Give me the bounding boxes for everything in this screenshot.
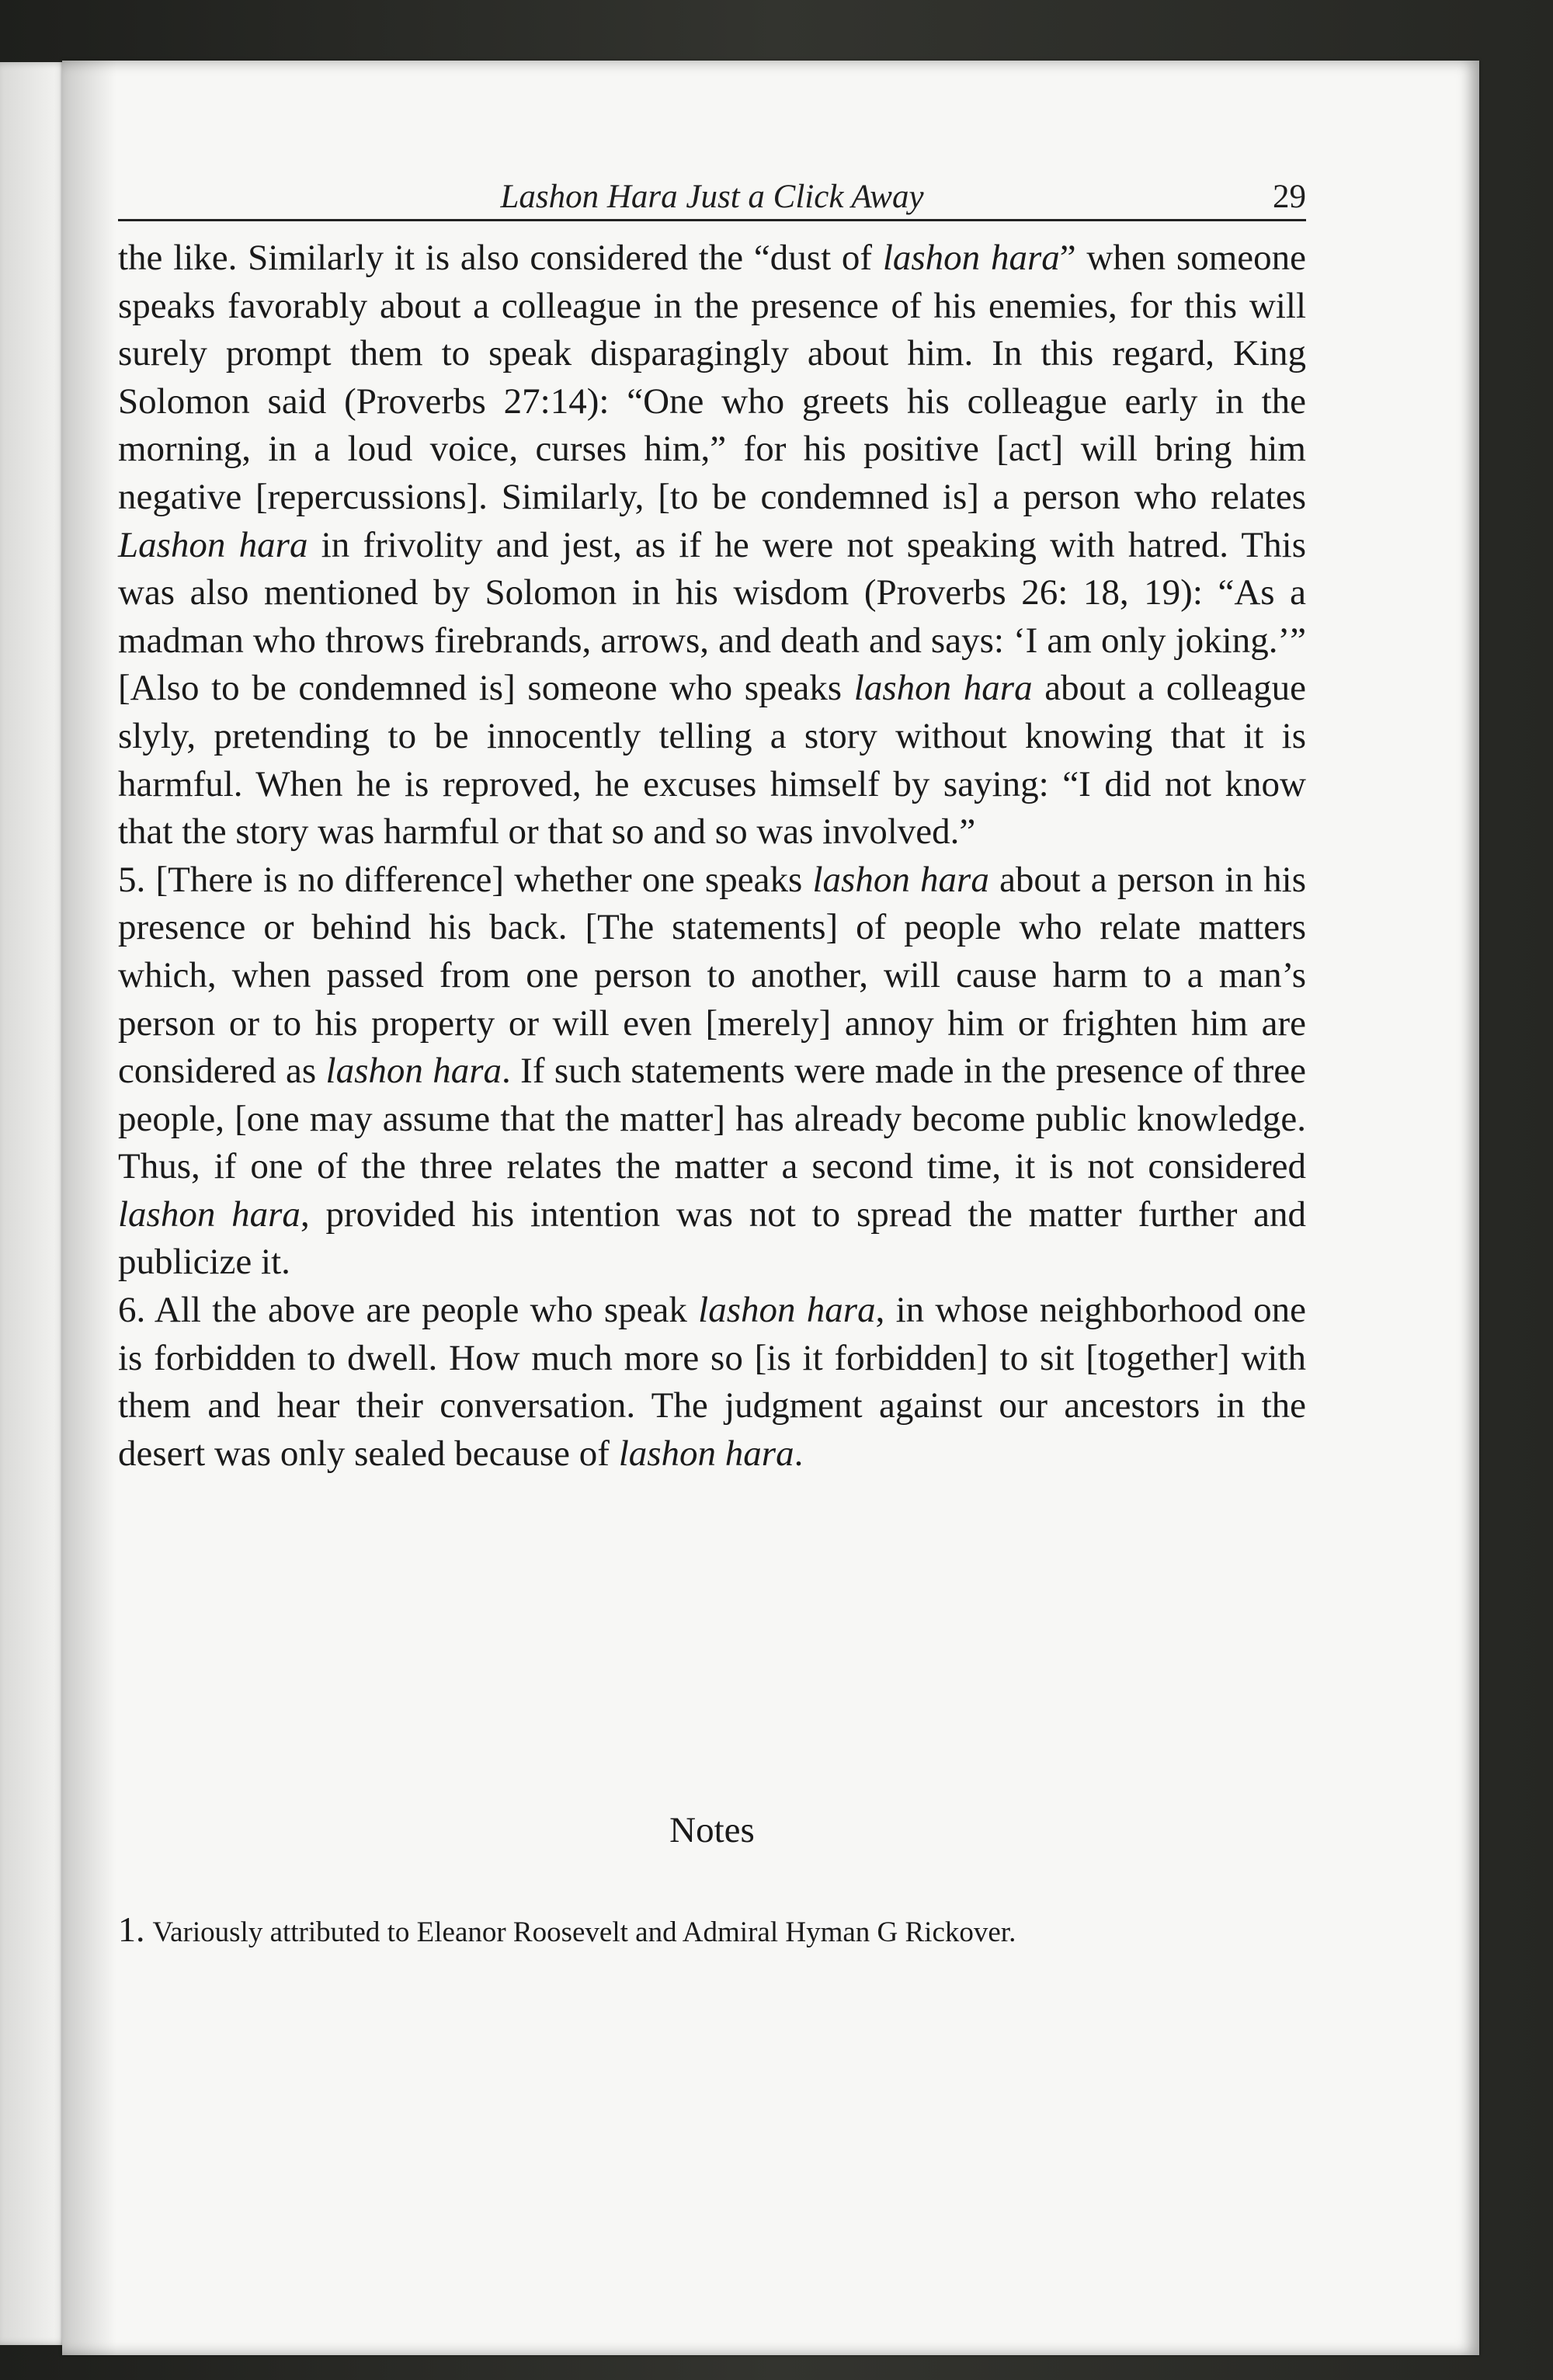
text-run: . If such statements were made in the presence of three people, [one may assume that the matter] has already become public knowledge. Thus, if one of the three relates the matter a second time, it is not considered xyxy=(118,1051,1307,1187)
page-header xyxy=(118,172,1306,221)
text-run: , in whose neighborhood one is forbidden to dwell. How much more so [is it forbidden] to sit [together] with them and hear their conversation. The judgment against our ancestors in the desert was only sealed because of xyxy=(118,1290,1307,1474)
running-title: Lashon Hara Just a Click Away xyxy=(500,179,924,215)
text-run: in frivolity and jest, as if he were not speaking with hatred. This was also mentioned by Solomon in his wisdom (Proverbs 26: 18, 19): “As a madman who throws firebrands, arrows, and death and says: ‘I am only joking.’” [Also to be condemned is] someone who speaks xyxy=(118,524,1306,709)
page-number: 29 xyxy=(1273,179,1306,215)
italic-term: lashon hara xyxy=(698,1290,876,1331)
paragraph-5 xyxy=(118,856,1306,1287)
gutter-shadow xyxy=(62,61,116,2355)
footnote-1 xyxy=(118,1909,1314,1950)
text-run: about a person in his presence or behind his back. [The statements] of people who relate matters which, when passed from one person to another, will cause harm to a man’s person or to his property or will even [merely] annoy him or frighten him are considered as xyxy=(118,859,1306,1092)
italic-term: lashon hara xyxy=(882,238,1060,278)
italic-term: lashon hara xyxy=(812,859,989,900)
italic-term: lashon hara xyxy=(325,1051,502,1092)
italic-term: lashon hara xyxy=(618,1433,794,1474)
footnote-text: Variously attributed to Eleanor Roosevelt and Admiral Hyman G Rickover. xyxy=(152,1916,1016,1948)
text-run: 6. All the above are people who speak xyxy=(118,1290,699,1331)
text-run: , provided his intention was not to spread the matter further and publicize it. xyxy=(118,1193,1306,1283)
text-run: 5. [There is no difference] whether one speaks xyxy=(118,859,813,900)
paragraph-6 xyxy=(118,1287,1306,1478)
body-text xyxy=(118,235,1306,1478)
text-run: . xyxy=(794,1433,804,1474)
paragraph-continued xyxy=(118,235,1306,856)
footnote-number: 1. xyxy=(118,1909,145,1949)
notes-heading: Notes xyxy=(669,1810,755,1850)
text-run: the like. Similarly it is also considered the “dust of xyxy=(118,238,883,278)
italic-term: lashon hara xyxy=(118,1193,301,1235)
italic-term: lashon hara xyxy=(853,668,1033,709)
text-run: ” when someone speaks favorably about a colleague in the presence of his enemies, for this will surely prompt them to speak disparagingly about him. In this regard, King Solomon said (Proverbs 27:14): “One who greets his colleague early in the morning, in a loud voice, curses him,” for his positive [act] will bring him negative [repercussions]. Similarly, [to be condemned is] a person who relates xyxy=(118,238,1307,517)
text-run: about a colleague slyly, pretending to be innocently telling a story without knowing that it is harmful. When he is reproved, he excuses himself by saying: “I did not know that the story was harmful or that so and so was involved.” xyxy=(118,668,1306,853)
italic-term: Lashon hara xyxy=(118,524,308,565)
